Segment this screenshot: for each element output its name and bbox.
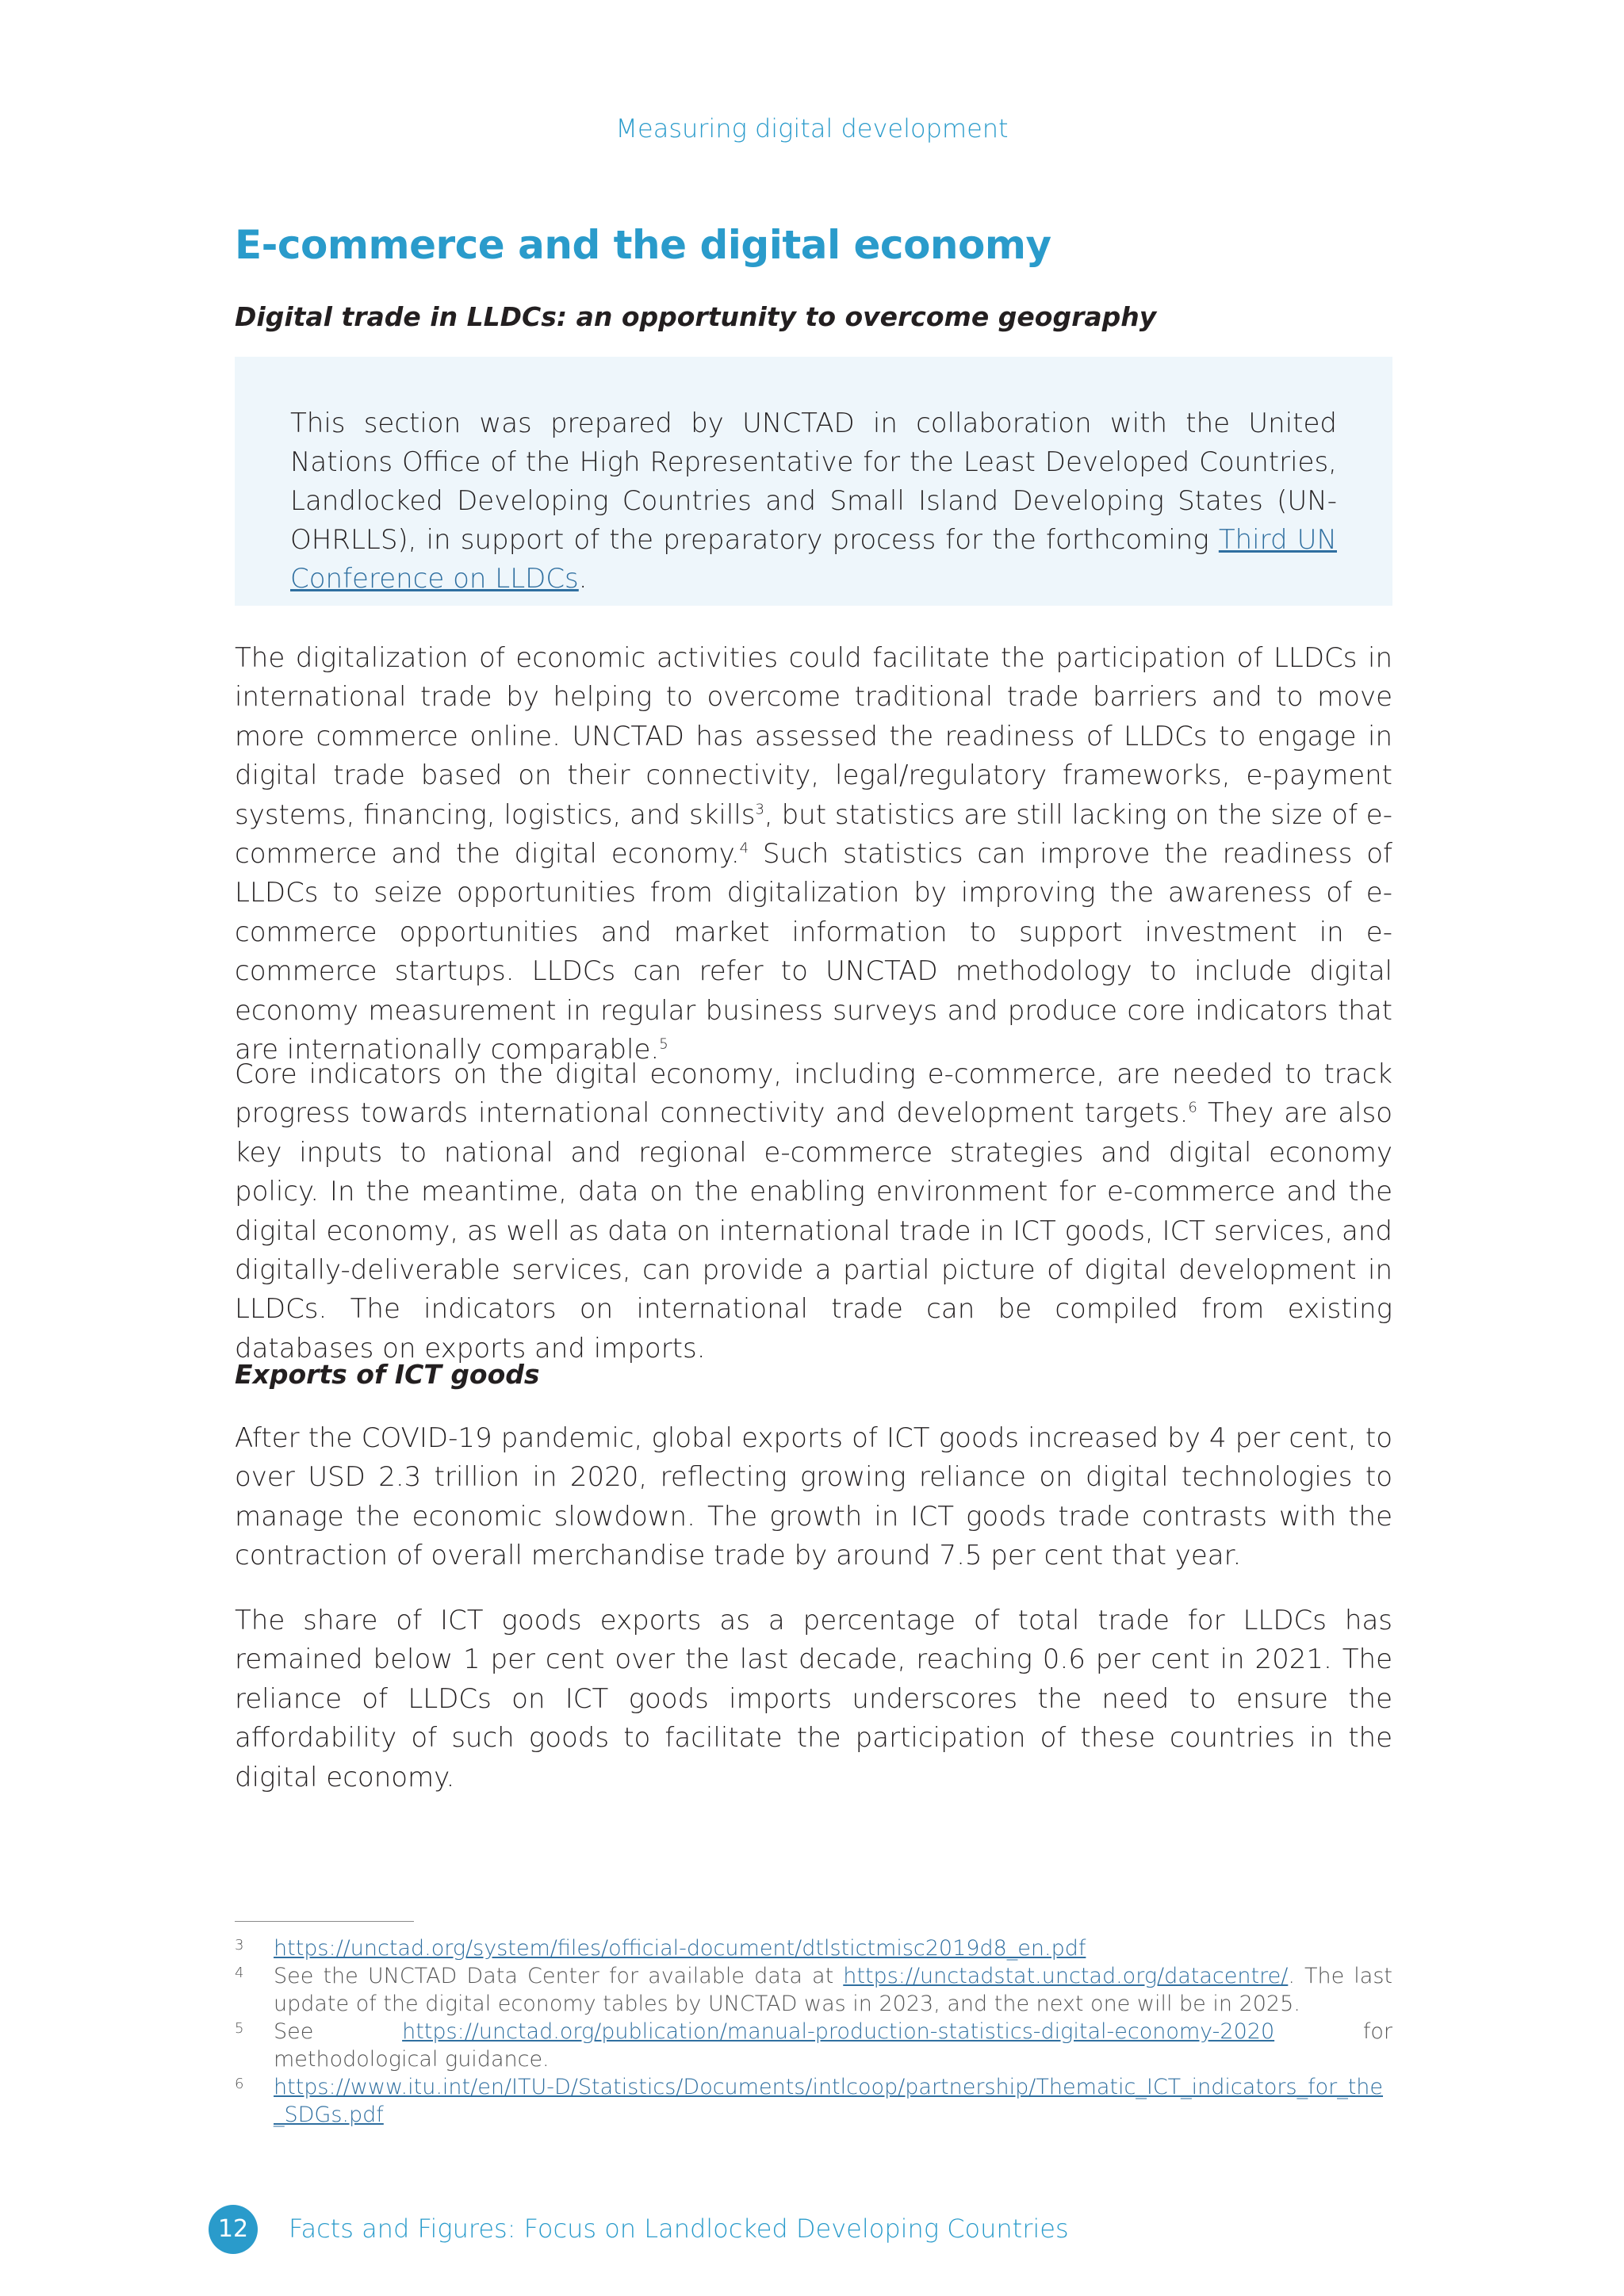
footnote-text: See the UNCTAD Data Center for available data at bbox=[274, 1964, 844, 1988]
paragraph-2 bbox=[235, 1055, 1392, 1368]
footnote-text: See bbox=[274, 2019, 403, 2044]
footnote-number: 4 bbox=[235, 1965, 244, 1981]
footnote-ref-3[interactable]: 3 bbox=[755, 801, 764, 818]
footnote-link[interactable]: https://unctad.org/publication/manual-production-statistics-digital-economy-2020 bbox=[402, 2019, 1275, 2044]
section-title: E-commerce and the digital economy bbox=[235, 222, 1051, 268]
running-header: Measuring digital development bbox=[615, 113, 1009, 144]
paragraph-2-text-a: Core indicators on the digital economy, including e-commerce, are needed to track progress towards international connectivity and development targets. bbox=[235, 1058, 1392, 1130]
footer-title: Facts and Figures: Focus on Landlocked Developing Countries bbox=[289, 2214, 1069, 2244]
footnote-number: 6 bbox=[235, 2076, 244, 2092]
footnote-divider bbox=[235, 1921, 414, 1922]
footnote-6 bbox=[235, 2073, 1392, 2129]
footnote-link[interactable]: https://unctadstat.unctad.org/datacentre/ bbox=[843, 1964, 1289, 1988]
footnote-text: for methodological guidance. bbox=[274, 2019, 1392, 2072]
note-text-before: This section was prepared by UNCTAD in collaboration with the United Nations Office of the High Representative for the Least Developed Countries, Landlocked Developing Countries and Small Island Developing States (UN-OHRLLS), in support of the preparatory process for the forthcoming bbox=[290, 408, 1337, 556]
note-box bbox=[235, 357, 1392, 606]
note-text-after: . bbox=[578, 563, 588, 595]
paragraph-1-text-c: Such statistics can improve the readiness of LLDCs to seize opportunities from digitalization by improving the awareness of e-commerce opportunities and market information to support investment in e-commerce startups. LLDCs can refer to UNCTAD methodology to include digital economy measurement in regular business surveys and produce core indicators that are internationally comparable. bbox=[235, 838, 1392, 1066]
footnote-5 bbox=[235, 2018, 1392, 2073]
footnote-link[interactable]: https://unctad.org/system/files/official-document/dtlstictmisc2019d8_en.pdf bbox=[274, 1936, 1086, 1961]
footnote-text: . The last update of the digital economy tables by UNCTAD was in 2023, and the next one will be in 2025. bbox=[274, 1964, 1392, 2016]
page-number-badge: 12 bbox=[209, 2205, 258, 2254]
paragraph-1-text-a: The digitalization of economic activities could facilitate the participation of LLDCs in international trade by helping to overcome traditional trade barriers and to move more commerce online. UNCTAD has assessed the readiness of LLDCs to engage in digital trade based on their connectivity, legal/regulatory frameworks, e-payment systems, financing, logistics, and skills bbox=[235, 642, 1392, 831]
footnote-4 bbox=[235, 1962, 1392, 2018]
footnote-link[interactable]: https://www.itu.int/en/ITU-D/Statistics/Documents/intlcoop/partnership/Thematic_ICT_indicators_for_the_SDGs.pdf bbox=[274, 2075, 1384, 2127]
footnote-ref-5[interactable]: 5 bbox=[659, 1035, 668, 1053]
note-text bbox=[290, 404, 1337, 599]
paragraph-3: After the COVID-19 pandemic, global exports of ICT goods increased by 4 per cent, to over USD 2.3 trillion in 2020, reflecting growing reliance on digital technologies to manage the economic slowdown. The growth in ICT goods trade contrasts with the contraction of overall merchandise trade by around 7.5 per cent that year. bbox=[235, 1422, 1392, 1572]
section-subtitle: Digital trade in LLDCs: an opportunity to overcome geography bbox=[235, 301, 1157, 332]
paragraph-2-text-b: They are also key inputs to national and regional e-commerce strategies and digital economy policy. In the meantime, data on the enabling environment for e-commerce and the digital economy, as well as data on international trade in ICT goods, ICT services, and digitally-deliverable services, can provide a partial picture of digital development in LLDCs. The indicators on international trade can be compiled from existing databases on exports and imports. bbox=[235, 1097, 1392, 1364]
footnotes bbox=[235, 1934, 1392, 2129]
footnote-ref-4[interactable]: 4 bbox=[739, 840, 749, 857]
footnote-ref-6[interactable]: 6 bbox=[1188, 1100, 1197, 1117]
paragraph-4: The share of ICT goods exports as a percentage of total trade for LLDCs has remained below 1 per cent over the last decade, reaching 0.6 per cent in 2021. The reliance of LLDCs on ICT goods imports underscores the need to ensure the affordability of such goods to facilitate the participation of these countries in the digital economy. bbox=[235, 1605, 1392, 1793]
paragraph-1-text-b: , but statistics are still lacking on the size of e-commerce and the digital economy. bbox=[235, 798, 1392, 871]
footnote-number: 5 bbox=[235, 2020, 244, 2037]
subheading-exports-ict-goods: Exports of ICT goods bbox=[235, 1359, 540, 1390]
paragraph-1 bbox=[235, 639, 1392, 1070]
footnote-number: 3 bbox=[235, 1937, 244, 1954]
conference-link[interactable]: Third UN Conference on LLDCs bbox=[290, 524, 1337, 595]
footnote-3 bbox=[235, 1934, 1392, 1962]
